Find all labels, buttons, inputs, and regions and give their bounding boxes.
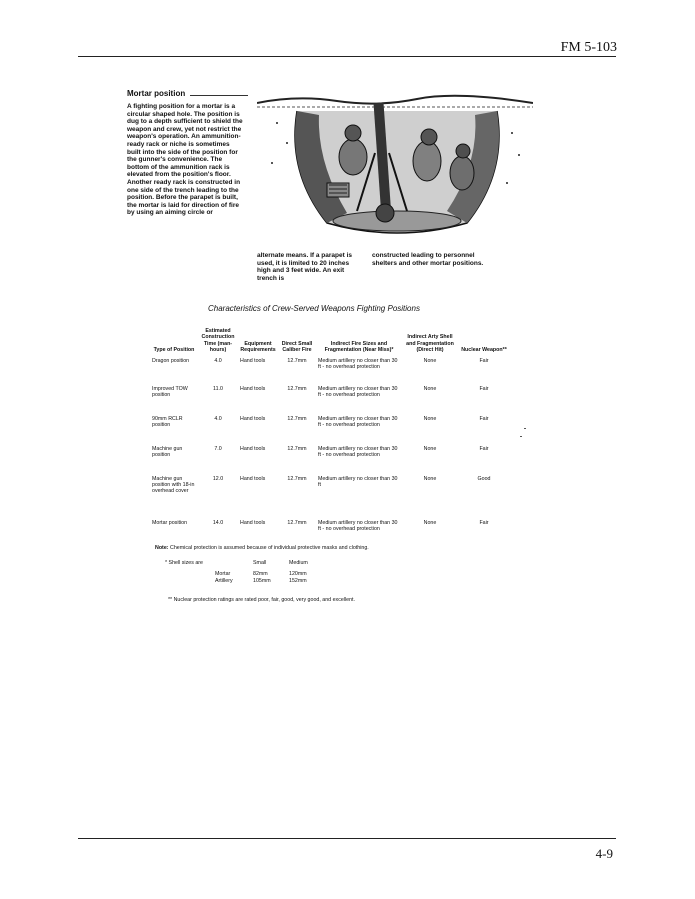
shell-header: Medium [289, 560, 308, 566]
shell-sizes-table [215, 560, 319, 585]
nuclear-ratings-note: ** Nuclear protection ratings are rated poor, fair, good, very good, and excellent. [168, 597, 355, 603]
cell-caliber: 12.7mm [287, 476, 307, 482]
body-text-column-3: constructed leading to personnel shelters and other mortar positions. [372, 252, 484, 267]
cell-caliber: 12.7mm [287, 358, 307, 364]
shell-header-row [215, 560, 319, 567]
shell-sizes-label: * Shell sizes are [165, 560, 203, 566]
scan-speck [520, 436, 522, 437]
header-time: Estimated Construction Time (man-hours) [201, 328, 235, 353]
characteristics-table [150, 323, 510, 546]
header-rule [78, 56, 616, 57]
cell-time: 7.0 [214, 446, 222, 452]
table-row [150, 416, 510, 446]
cell-time: 14.0 [212, 520, 224, 526]
shell-cell: 152mm [289, 578, 307, 584]
cell-type: Dragon position [152, 358, 190, 364]
cell-type: Improved TOW position [152, 386, 188, 399]
scan-speck [524, 428, 526, 429]
table-row [150, 386, 510, 416]
cell-nuclear: Fair [479, 520, 489, 526]
cell-type: Mortar position [152, 520, 188, 526]
cell-nuclear: Fair [479, 446, 489, 452]
cell-indirect-hit: None [423, 520, 437, 526]
cell-type: 90mm RCLR position [152, 416, 183, 429]
page-number: 4-9 [595, 846, 613, 861]
cell-indirect-hit: None [423, 358, 437, 364]
cell-caliber: 12.7mm [287, 386, 307, 392]
cell-indirect-hit: None [423, 416, 437, 422]
section-title-rule [190, 95, 248, 96]
table-header-row [150, 323, 510, 353]
note-text: Chemical protection is assumed because of individual protective masks and clothing. [170, 545, 369, 551]
cell-time: 11.0 [213, 386, 223, 392]
cell-indirect: Medium artillery no closer than 30 ft [318, 476, 398, 489]
cell-nuclear: Good [477, 476, 491, 482]
cell-equipment: Hand tools [240, 358, 266, 364]
cell-indirect: Medium artillery no closer than 30 ft - no overhead protection [318, 386, 398, 399]
cell-caliber: 12.7mm [287, 520, 307, 526]
cell-nuclear: Fair [479, 386, 489, 392]
table-note [155, 545, 369, 551]
note-label: Note: [155, 545, 169, 551]
cell-equipment: Hand tools [240, 386, 266, 392]
header-nuclear: Nuclear Weapon** [461, 346, 507, 353]
table-row [150, 446, 510, 476]
shell-cell: Mortar [215, 571, 231, 577]
shell-cell: Artillery [215, 578, 233, 584]
manual-id: FM 5-103 [560, 40, 617, 55]
shell-header: Small [253, 560, 267, 566]
table-row [150, 476, 510, 520]
shell-cell: 105mm [253, 578, 271, 584]
shell-cell: 120mm [289, 571, 307, 577]
cell-indirect-hit: None [423, 446, 437, 452]
cell-indirect-hit: None [423, 476, 437, 482]
cell-indirect-hit: None [423, 386, 437, 392]
cell-time: 4.0 [214, 416, 222, 422]
cell-indirect: Medium artillery no closer than 30 ft - no overhead protection [318, 520, 398, 533]
cell-equipment: Hand tools [240, 476, 266, 482]
shell-row [215, 571, 319, 578]
cell-caliber: 12.7mm [287, 416, 307, 422]
cell-nuclear: Fair [479, 416, 489, 422]
cell-equipment: Hand tools [240, 446, 266, 452]
body-text-column-1: A fighting position for a mortar is a circular shaped hole. The position is dug to a depth sufficient to shield the weapon and crew, yet not restrict the weapon's operation. An ammunition-ready rack or niche is sometimes built into the side of the position for the gunner's convenience. The bottom of the ammunition rack is elevated from the position's floor. Another ready rack is constructed in one side of the trench leading to the position. Before the parapet is built, the mortar is laid for direction of fire by using an aiming circle or [127, 103, 243, 217]
table-row [150, 358, 510, 386]
section-title: Mortar position [127, 89, 186, 98]
mortar-position-illustration [257, 93, 533, 248]
shell-row [215, 578, 319, 585]
table-row [150, 520, 510, 546]
cell-time: 4.0 [214, 358, 222, 364]
cell-nuclear: Fair [479, 358, 489, 364]
cell-caliber: 12.7mm [287, 446, 307, 452]
cell-indirect: Medium artillery no closer than 30 ft - no overhead protection [318, 416, 398, 429]
shell-cell: 82mm [253, 571, 268, 577]
header-indirect-hit: Indirect Arty Shell and Fragmentation (Direct Hit) [406, 334, 454, 353]
cell-indirect: Medium artillery no closer than 30 ft - no overhead protection [318, 358, 398, 371]
header-equipment: Equipment Requirements [240, 340, 276, 353]
cell-type: Machine gun position with 18-in overhead cover [152, 476, 195, 495]
header-indirect: Indirect Fire Sizes and Fragmentation (Near Miss)* [324, 340, 394, 353]
shell-header [215, 560, 253, 567]
cell-indirect: Medium artillery no closer than 30 ft - no overhead protection [318, 446, 398, 459]
table-title: Characteristics of Crew-Served Weapons Fighting Positions [208, 304, 420, 313]
header-type: Type of Position [153, 346, 195, 353]
body-text-column-2: alternate means. If a parapet is used, it is limited to 20 inches high and 3 feet wide. An exit trench is [257, 252, 353, 282]
cell-equipment: Hand tools [240, 416, 266, 422]
cell-equipment: Hand tools [240, 520, 266, 526]
footer-rule [78, 838, 616, 839]
header-caliber: Direct Small Caliber Fire [281, 340, 313, 353]
cell-type: Machine gun position [152, 446, 183, 459]
cell-time: 12.0 [212, 476, 224, 482]
